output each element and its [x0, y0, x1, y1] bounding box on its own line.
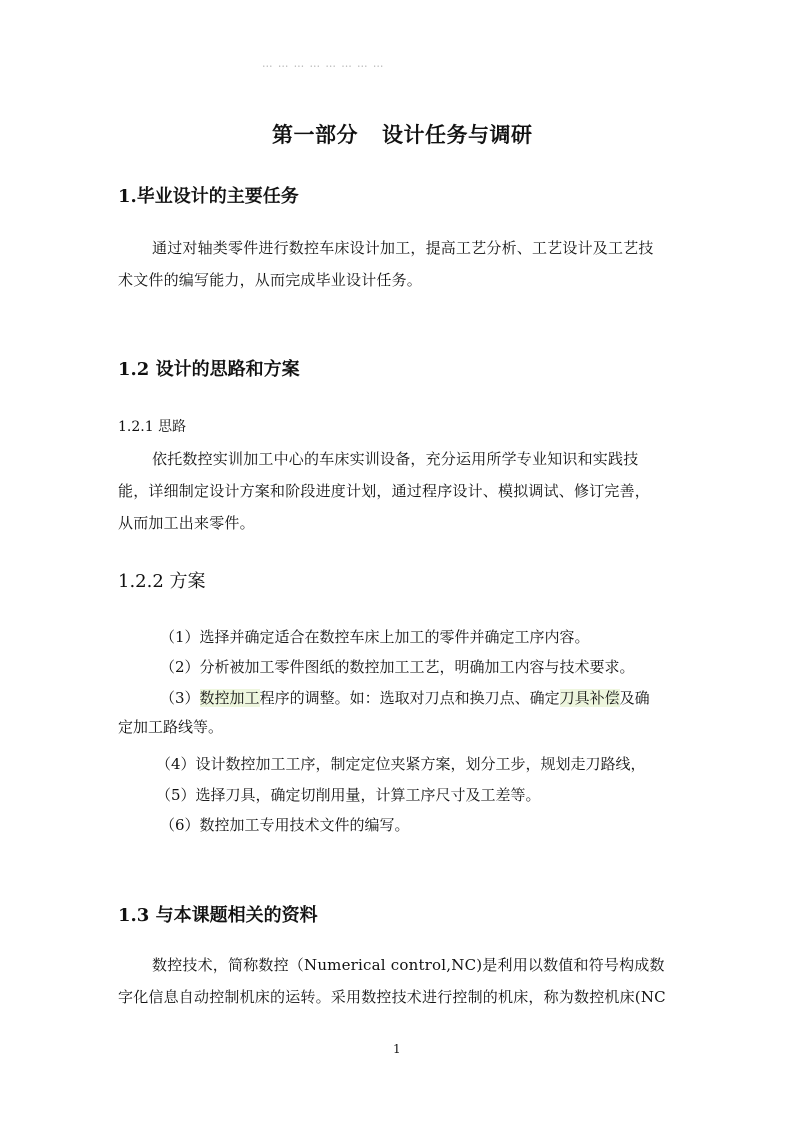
plan-item-5: （5）选择刀具，确定切削用量，计算工序尺寸及工差等。: [156, 786, 541, 804]
plan-item-3-line-2: 定加工路线等。: [118, 718, 224, 736]
paragraph-related-materials: [118, 949, 678, 1013]
plan-item-3-middle: 程序的调整。如：选取对刀点和换刀点、确定: [259, 689, 560, 707]
plan-item-1: （1）选择并确定适合在数控车床上加工的零件并确定工序内容。: [160, 628, 590, 646]
plan-item-3-suffix: 及确: [619, 689, 650, 707]
page-number: 1: [393, 1042, 401, 1056]
part-title-left: 第一部分: [272, 122, 358, 147]
paragraph-ideas-line-3: 从而加工出来零件。: [118, 514, 255, 532]
plan-item-2: （2）分析被加工零件图纸的数控加工工艺，明确加工内容与技术要求。: [160, 658, 635, 676]
plan-item-3-prefix: （3）: [160, 689, 200, 707]
faint-header-text: ……………………: [262, 56, 389, 70]
paragraph-ideas-line-2: 能，详细制定设计方案和阶段进度计划，通过程序设计、模拟调试、修订完善，: [118, 482, 651, 500]
paragraph-main-task: [118, 232, 678, 296]
heading-related-materials: 1.3 与本课题相关的资料: [118, 905, 318, 926]
part-title-right: 设计任务与调研: [382, 122, 533, 147]
subheading-ideas: 1.2.1 思路: [118, 419, 187, 435]
paragraph-ideas: [118, 443, 678, 539]
part-title: [272, 119, 533, 149]
plan-item-4: （4）设计数控加工工序，制定定位夹紧方案，划分工步，规划走刀路线，: [156, 755, 646, 773]
paragraph-main-task-line-2: 术文件的编写能力，从而完成毕业设计任务。: [118, 271, 423, 289]
heading-design-ideas: 1.2 设计的思路和方案: [118, 359, 300, 380]
paragraph-ideas-line-1: 依托数控实训加工中心的车床实训设备，充分运用所学专业知识和实践技: [152, 450, 639, 468]
highlight-cnc-machining: 数控加工: [199, 689, 260, 707]
plan-item-3-line-1: [118, 684, 650, 713]
paragraph-related-materials-line-2: 字化信息自动控制机床的运转。采用数控技术进行控制的机床，称为数控机床(NC: [118, 988, 666, 1006]
subheading-plan: 1.2.2 方案: [118, 571, 206, 592]
paragraph-main-task-line-1: 通过对轴类零件进行数控车床设计加工，提高工艺分析、工艺设计及工艺技: [152, 239, 654, 257]
highlight-tool-compensation: 刀具补偿: [559, 689, 620, 707]
plan-item-6: （6）数控加工专用技术文件的编写。: [160, 816, 410, 834]
heading-main-task: 1.毕业设计的主要任务: [118, 186, 299, 207]
paragraph-related-materials-line-1: 数控技术，简称数控（Numerical control,NC)是利用以数值和符号构成数: [152, 956, 665, 974]
